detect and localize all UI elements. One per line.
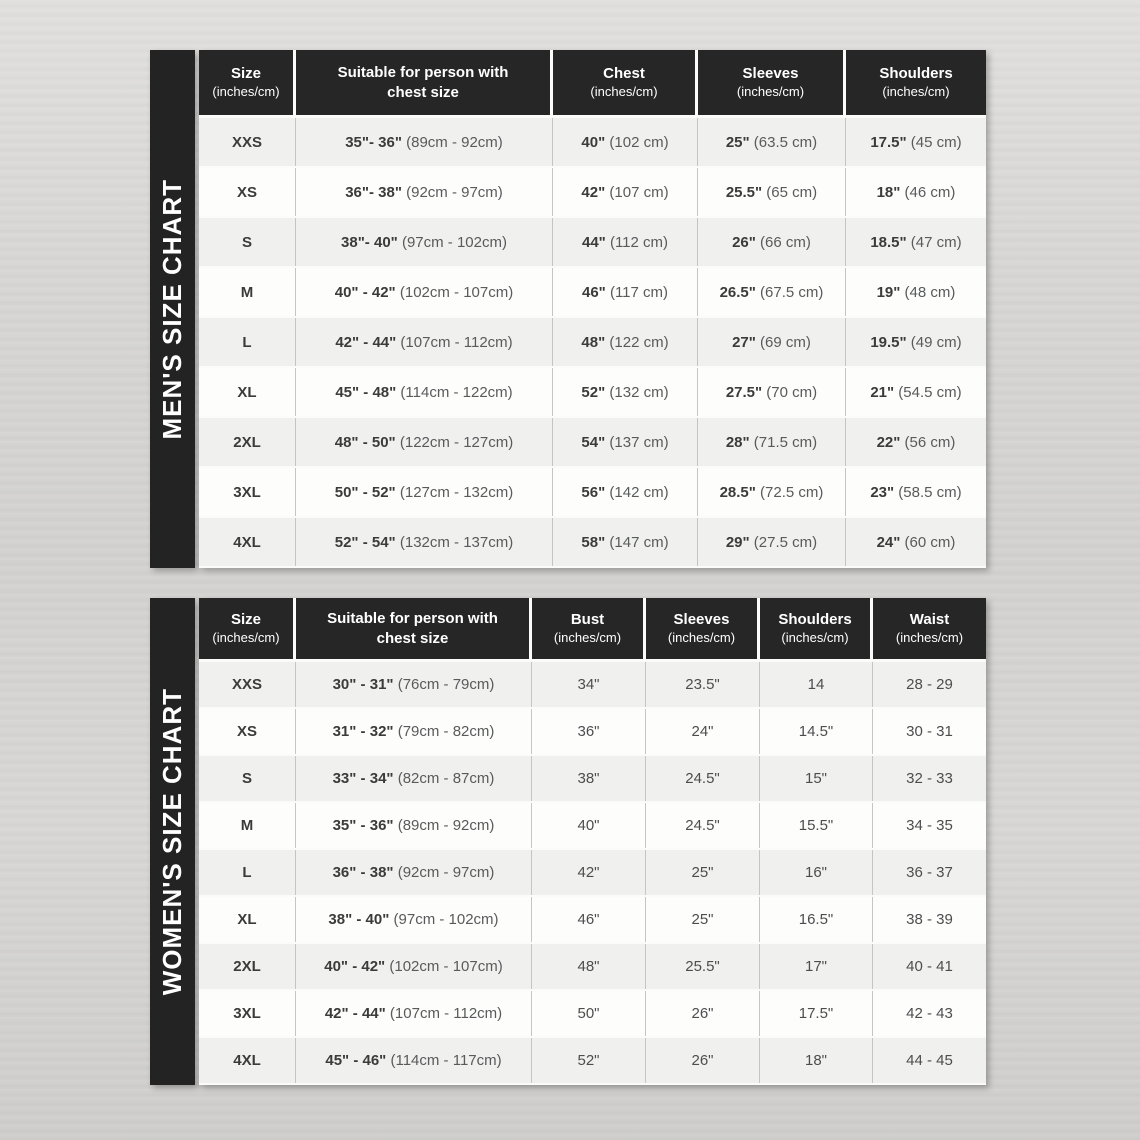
size-cell: 3XL (199, 991, 296, 1036)
value-cell: 32 - 33 (906, 770, 953, 787)
womens-size-table (199, 598, 986, 1085)
size-cell: L (199, 318, 296, 366)
value-cell: 17.5" (760, 991, 873, 1036)
value-cell: 46" (532, 897, 646, 942)
value-cell: 24.5" (646, 803, 760, 848)
value-cell: 22" (56 cm) (876, 433, 956, 451)
value-cell: 36" - 38" (92cm - 97cm) (296, 850, 532, 895)
value-cell: 15.5" (760, 803, 873, 848)
value-cell: 45" - 46" (114cm - 117cm) (296, 1038, 532, 1083)
size-cell: XL (199, 897, 296, 942)
size-cell: XS (199, 709, 296, 754)
value-cell: 28.5" (72.5 cm) (698, 468, 846, 516)
size-cell: 4XL (199, 518, 296, 566)
value-cell: 16.5" (760, 897, 873, 942)
value-cell: 18" (46 cm) (876, 183, 956, 201)
header-row (199, 598, 986, 662)
size-cell: XXS (199, 662, 296, 707)
value-cell: 52" (532, 1038, 646, 1083)
header-row (199, 50, 986, 118)
size-cell: XL (199, 368, 296, 416)
value-cell: 35"- 36" (89cm - 92cm) (296, 118, 553, 166)
header-cell-shoulders: Shoulders (inches/cm) (760, 598, 873, 659)
value-cell: 35" - 36" (89cm - 92cm) (296, 803, 532, 848)
size-cell: S (199, 756, 296, 801)
header-cell-size: Size (inches/cm) (199, 50, 296, 115)
size-cell: XS (199, 168, 296, 216)
value-cell: 25.5" (646, 944, 760, 989)
table-row-2xl (199, 418, 986, 468)
header-cell-waist: Waist (inches/cm) (873, 598, 986, 659)
table-row-l (199, 850, 986, 897)
table-row-xxs (199, 118, 986, 168)
value-cell: 19" (48 cm) (876, 283, 956, 301)
value-cell: 38" - 40" (97cm - 102cm) (296, 897, 532, 942)
size-cell: M (199, 268, 296, 316)
value-cell: 26" (66 cm) (698, 218, 846, 266)
value-cell: 46" (117 cm) (553, 268, 698, 316)
value-cell: 24.5" (646, 756, 760, 801)
header-cell-shoulders: Shoulders (inches/cm) (846, 50, 986, 115)
value-cell: 18.5" (47 cm) (870, 233, 962, 251)
value-cell: 23.5" (646, 662, 760, 707)
size-cell: M (199, 803, 296, 848)
table-row-m (199, 268, 986, 318)
value-cell: 29" (27.5 cm) (698, 518, 846, 566)
size-cell: 2XL (199, 418, 296, 466)
table-row-xs (199, 709, 986, 756)
value-cell: 48" (532, 944, 646, 989)
value-cell: 40" (532, 803, 646, 848)
value-cell: 25" (646, 897, 760, 942)
womens-banner (150, 598, 195, 1085)
value-cell: 56" (142 cm) (553, 468, 698, 516)
womens-banner-label: WOMEN'S SIZE CHART (157, 687, 187, 996)
value-cell: 24" (646, 709, 760, 754)
value-cell: 44 - 45 (906, 1052, 953, 1069)
value-cell: 28 - 29 (906, 676, 953, 693)
value-cell: 30 - 31 (906, 723, 953, 740)
value-cell: 26" (646, 991, 760, 1036)
mens-banner (150, 50, 195, 568)
value-cell: 40" - 42" (102cm - 107cm) (296, 268, 553, 316)
value-cell: 26" (646, 1038, 760, 1083)
value-cell: 38" (532, 756, 646, 801)
size-cell: 4XL (199, 1038, 296, 1083)
value-cell: 44" (112 cm) (553, 218, 698, 266)
size-cell: XXS (199, 118, 296, 166)
value-cell: 33" - 34" (82cm - 87cm) (296, 756, 532, 801)
header-cell-suitable: Suitable for person with chest size (296, 598, 532, 659)
value-cell: 36"- 38" (92cm - 97cm) (296, 168, 553, 216)
value-cell: 42" (532, 850, 646, 895)
value-cell: 40 - 41 (906, 958, 953, 975)
table-row-xl (199, 897, 986, 944)
table-row-m (199, 803, 986, 850)
table-row-xs (199, 168, 986, 218)
size-cell: 3XL (199, 468, 296, 516)
size-cell: 2XL (199, 944, 296, 989)
value-cell: 54" (137 cm) (553, 418, 698, 466)
value-cell: 31" - 32" (79cm - 82cm) (296, 709, 532, 754)
womens-size-chart-section (150, 598, 986, 1085)
mens-size-chart-section (150, 50, 986, 568)
mens-banner-label: MEN'S SIZE CHART (157, 178, 187, 440)
header-cell-sleeves: Sleeves (inches/cm) (698, 50, 846, 115)
table-row-3xl (199, 991, 986, 1038)
value-cell: 21" (54.5 cm) (870, 383, 962, 401)
value-cell: 17" (760, 944, 873, 989)
value-cell: 36" (532, 709, 646, 754)
value-cell: 50" - 52" (127cm - 132cm) (296, 468, 553, 516)
header-cell-bust: Bust (inches/cm) (532, 598, 646, 659)
value-cell: 50" (532, 991, 646, 1036)
size-cell: L (199, 850, 296, 895)
value-cell: 34" (532, 662, 646, 707)
table-row-4xl (199, 518, 986, 568)
table-row-xxs (199, 662, 986, 709)
value-cell: 34 - 35 (906, 817, 953, 834)
value-cell: 36 - 37 (906, 864, 953, 881)
value-cell: 42" (107 cm) (553, 168, 698, 216)
value-cell: 15" (760, 756, 873, 801)
value-cell: 16" (760, 850, 873, 895)
table-row-3xl (199, 468, 986, 518)
header-cell-suitable: Suitable for person with chest size (296, 50, 553, 115)
value-cell: 40" (102 cm) (553, 118, 698, 166)
value-cell: 25" (63.5 cm) (698, 118, 846, 166)
header-cell-size: Size (inches/cm) (199, 598, 296, 659)
value-cell: 26.5" (67.5 cm) (698, 268, 846, 316)
value-cell: 38 - 39 (906, 911, 953, 928)
value-cell: 42 - 43 (906, 1005, 953, 1022)
value-cell: 52" - 54" (132cm - 137cm) (296, 518, 553, 566)
value-cell: 58" (147 cm) (553, 518, 698, 566)
table-row-4xl (199, 1038, 986, 1085)
value-cell: 25" (646, 850, 760, 895)
value-cell: 52" (132 cm) (553, 368, 698, 416)
value-cell: 27.5" (70 cm) (698, 368, 846, 416)
value-cell: 40" - 42" (102cm - 107cm) (296, 944, 532, 989)
header-cell-sleeves: Sleeves (inches/cm) (646, 598, 760, 659)
value-cell: 23" (58.5 cm) (870, 483, 962, 501)
value-cell: 48" (122 cm) (553, 318, 698, 366)
value-cell: 24" (60 cm) (876, 533, 956, 551)
value-cell: 18" (760, 1038, 873, 1083)
value-cell: 42" - 44" (107cm - 112cm) (296, 991, 532, 1036)
size-cell: S (199, 218, 296, 266)
value-cell: 14 (760, 662, 873, 707)
value-cell: 27" (69 cm) (698, 318, 846, 366)
value-cell: 19.5" (49 cm) (870, 333, 962, 351)
value-cell: 42" - 44" (107cm - 112cm) (296, 318, 553, 366)
value-cell: 14.5" (760, 709, 873, 754)
value-cell: 45" - 48" (114cm - 122cm) (296, 368, 553, 416)
table-row-s (199, 756, 986, 803)
value-cell: 30" - 31" (76cm - 79cm) (296, 662, 532, 707)
header-cell-chest: Chest (inches/cm) (553, 50, 698, 115)
table-row-l (199, 318, 986, 368)
value-cell: 48" - 50" (122cm - 127cm) (296, 418, 553, 466)
table-row-s (199, 218, 986, 268)
value-cell: 38"- 40" (97cm - 102cm) (296, 218, 553, 266)
table-row-xl (199, 368, 986, 418)
value-cell: 28" (71.5 cm) (698, 418, 846, 466)
mens-size-table (199, 50, 986, 568)
table-row-2xl (199, 944, 986, 991)
value-cell: 17.5" (45 cm) (870, 133, 962, 151)
value-cell: 25.5" (65 cm) (698, 168, 846, 216)
